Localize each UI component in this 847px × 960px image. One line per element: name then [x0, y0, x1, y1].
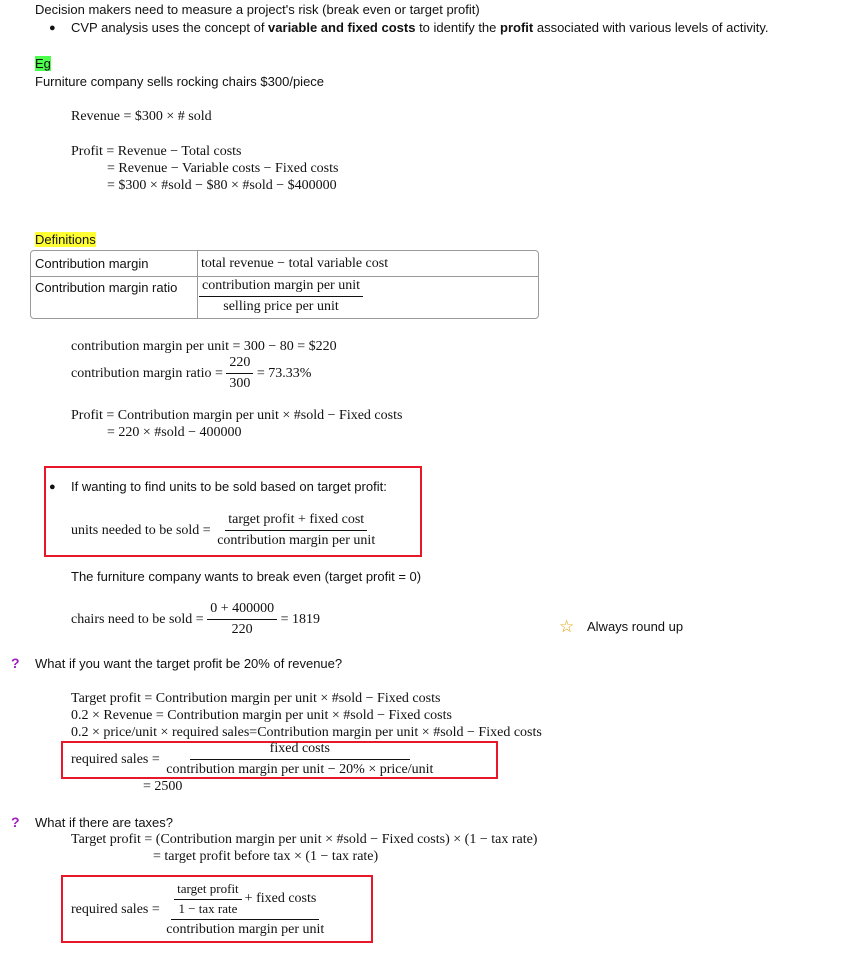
def-contribution-margin: total revenue − total variable cost [201, 256, 389, 271]
question-icon: ? [11, 655, 20, 671]
intro-bullet: CVP analysis uses the concept of variable and fixed costs to identify the profit associated with various levels of activity. [71, 20, 769, 35]
cm-ratio-calc: contribution margin ratio = $\frac{220}{300}$ = 73.33% [71, 355, 312, 392]
revenue-equation: Revenue = $300 × # sold [71, 109, 212, 124]
def-cm-ratio [199, 278, 363, 315]
q2-equation-1: Target profit = (Contribution margin per unit × #sold − Fixed costs) × (1 − tax rate) [71, 832, 538, 847]
profit-cm-equation-1: Profit = Contribution margin per unit × #sold − Fixed costs [71, 408, 403, 423]
question-taxes: What if there are taxes? [35, 815, 174, 830]
def-term-contribution-margin: Contribution margin [35, 256, 149, 271]
q1-required-sales-formula: required sales = $\frac{\text{fixed costs}}{\text{contribution margin per unit − 20\% × price/unit}}$ [71, 741, 434, 778]
units-needed-intro: If wanting to find units to be sold based on target profit: [71, 479, 387, 494]
q1-equation-2: 0.2 × Revenue = Contribution margin per unit × #sold − Fixed costs [71, 708, 452, 723]
q1-equation-3: 0.2 × price/unit × required sales=Contribution margin per unit × #sold − Fixed costs [71, 725, 542, 740]
star-icon: ☆ [559, 617, 575, 637]
question-icon: ? [11, 814, 20, 830]
cm-per-unit-calc: contribution margin per unit = 300 − 80 = $220 [71, 339, 337, 354]
example-line: Furniture company sells rocking chairs $300/piece [35, 74, 325, 89]
always-round-up-note: Always round up [587, 619, 684, 634]
def-cm-ratio-denominator: selling price per unit [223, 299, 339, 315]
breakeven-formula: chairs need to be sold = $\frac{0 + 400000}{220}$ = 1819 [71, 601, 321, 638]
q1-equation-1: Target profit = Contribution margin per unit × #sold − Fixed costs [71, 691, 441, 706]
question-target-profit: What if you want the target profit be 20% of revenue? [35, 656, 343, 671]
profit-equation-2: = Revenue − Variable costs − Fixed costs [107, 161, 339, 176]
profit-equation-3: = $300 × #sold − $80 × #sold − $400000 [107, 178, 337, 193]
breakeven-line: The furniture company wants to break even (target profit = 0) [71, 569, 422, 584]
q2-required-sales-formula: required sales = $\frac{\text{target profit}}{\text{1 − tax rate}}$ + fixed costs contribution margin per unit [71, 881, 325, 937]
units-needed-formula: units needed to be sold = $\frac{\text{target profit + fixed cost}}{\text{contribution margin per unit}}$ [71, 512, 376, 549]
definitions-title: Definitions [35, 232, 96, 247]
def-cm-ratio-numerator: contribution margin per unit [199, 278, 363, 297]
profit-cm-equation-2: = 220 × #sold − 400000 [107, 425, 242, 440]
q2-equation-2: = target profit before tax × (1 − tax rate) [153, 849, 379, 864]
definitions-table [30, 250, 539, 319]
bullet-icon: ● [49, 481, 56, 493]
example-tag: Eg [35, 56, 51, 71]
intro-line: Decision makers need to measure a project's risk (break even or target profit) [35, 2, 480, 17]
def-term-cm-ratio: Contribution margin ratio [35, 280, 178, 295]
profit-equation-1: Profit = Revenue − Total costs [71, 144, 242, 159]
q1-result: = 2500 [143, 779, 183, 794]
bullet-icon: ● [49, 22, 56, 34]
